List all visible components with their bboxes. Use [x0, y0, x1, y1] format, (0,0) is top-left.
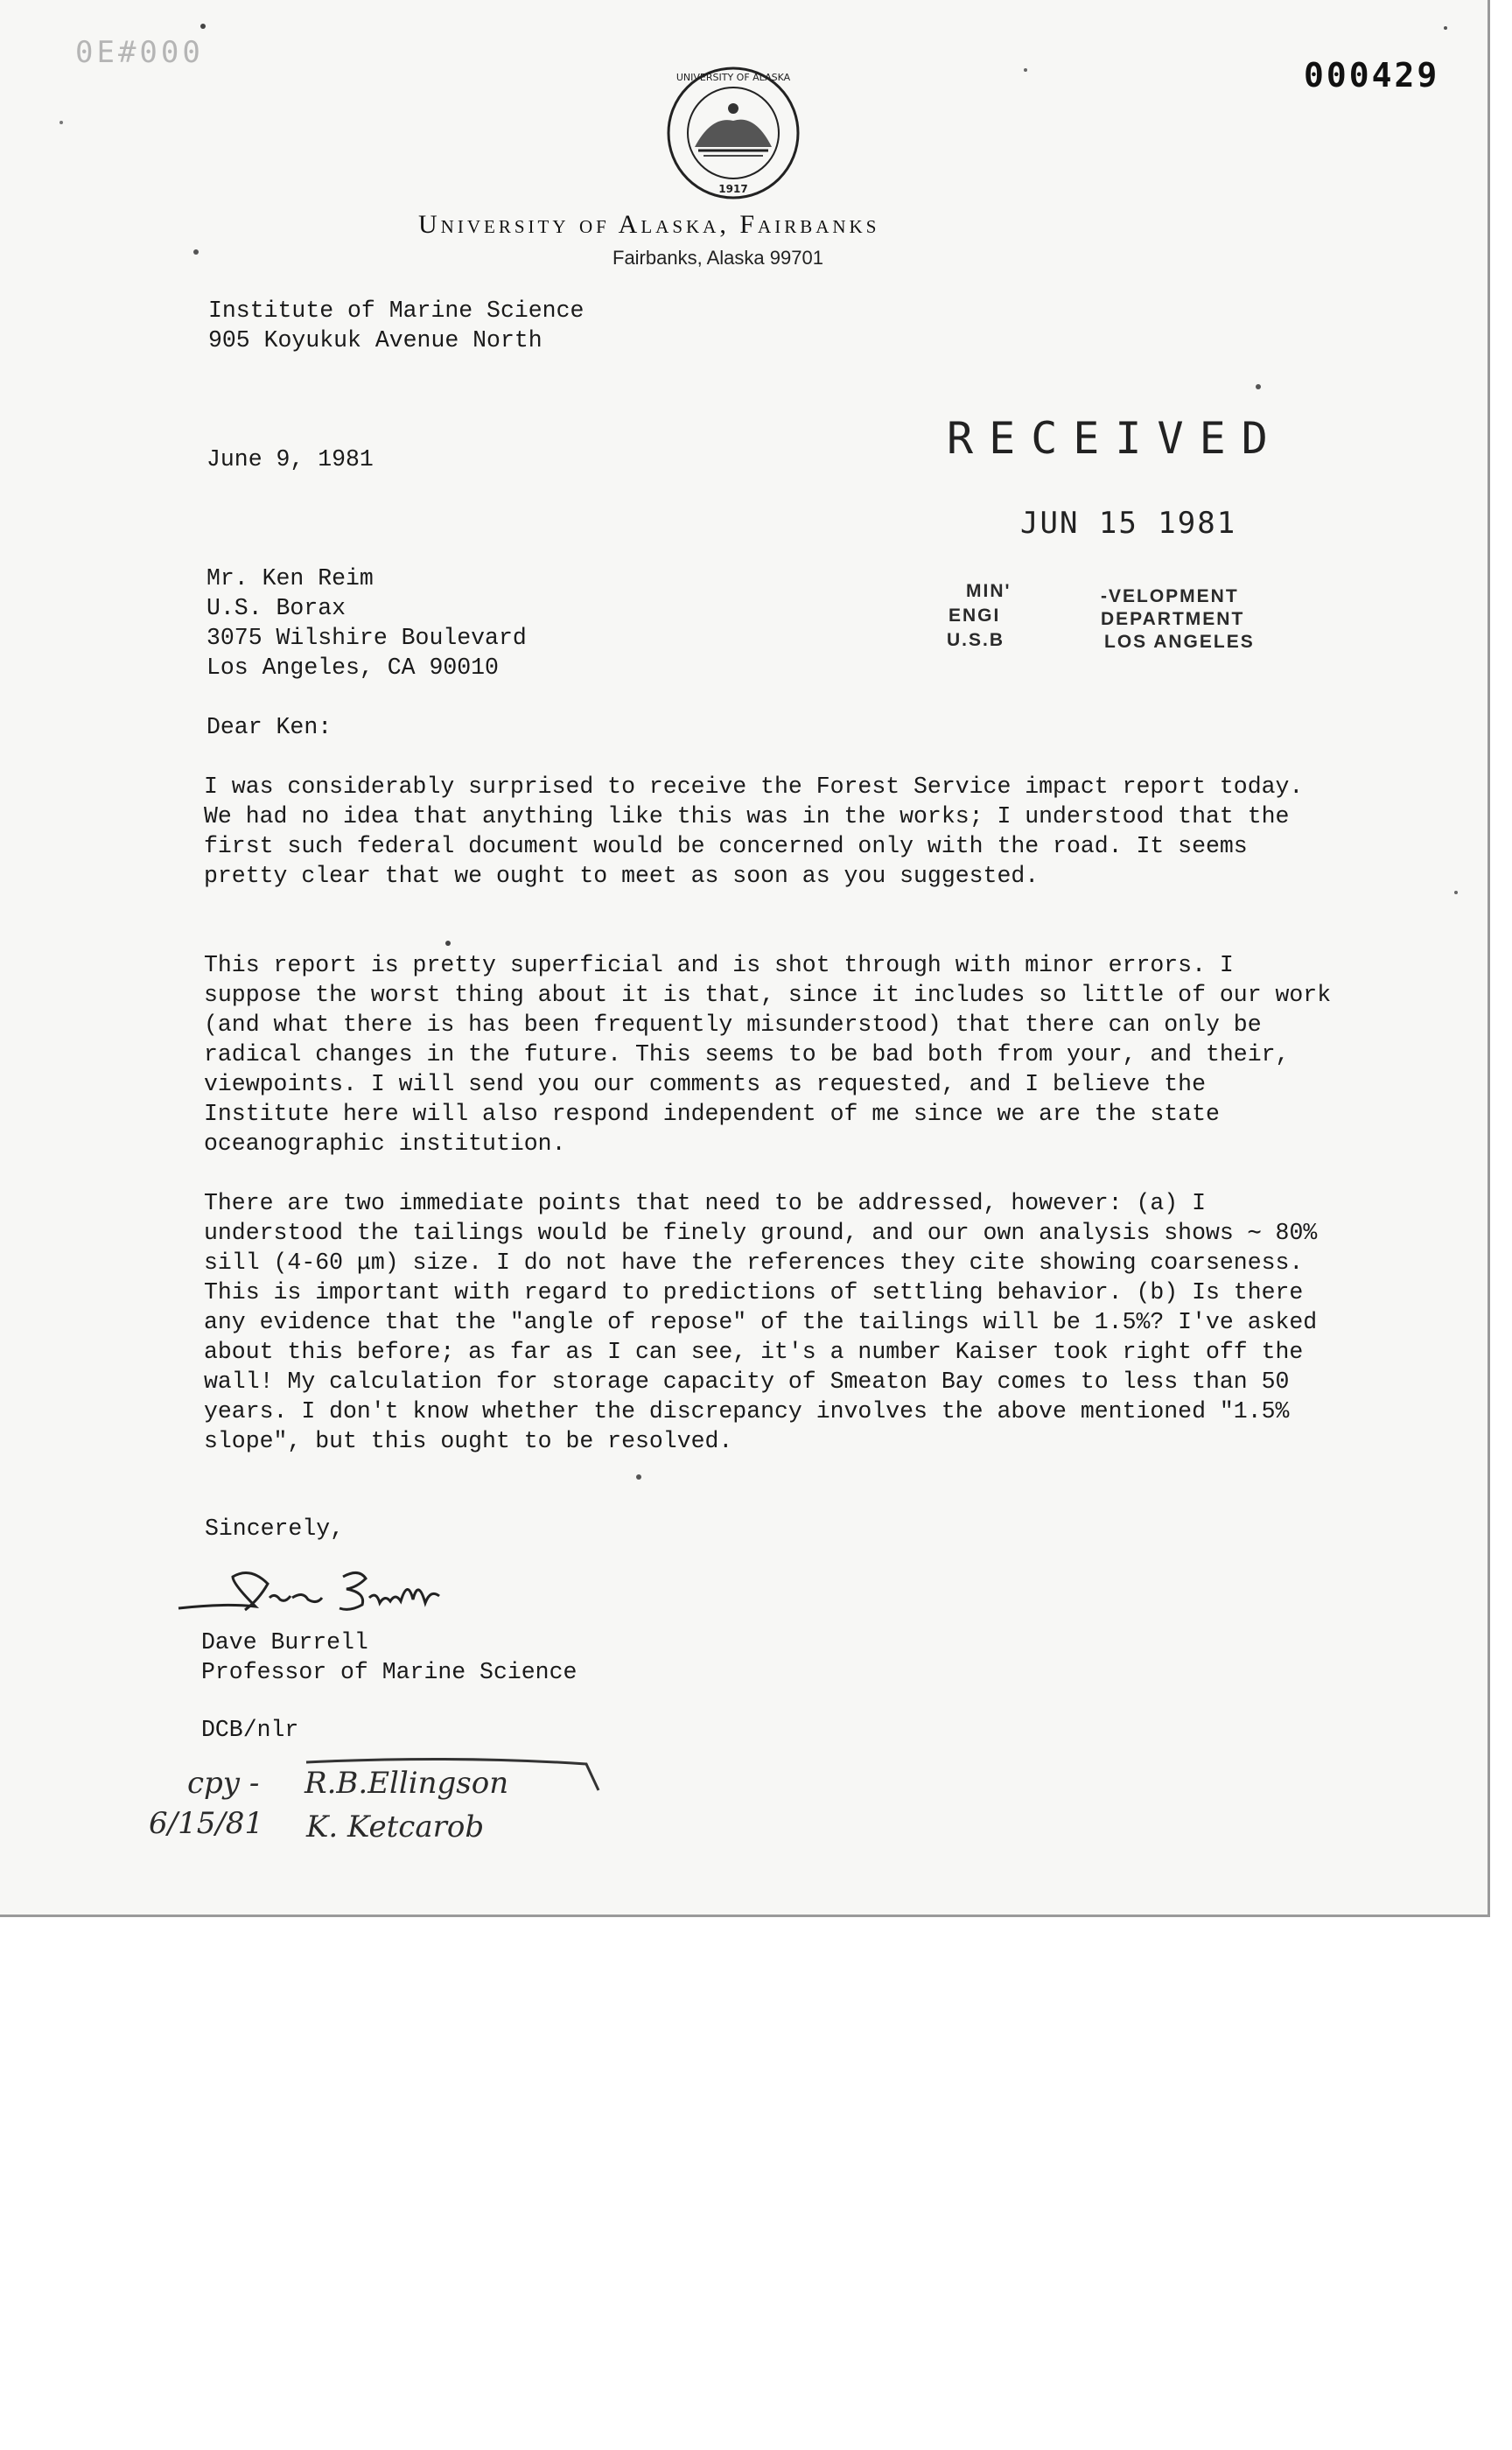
sender-department: Institute of Marine Science — [208, 298, 584, 324]
sender-street: 905 Koyukuk Avenue North — [208, 327, 542, 354]
signer-title: Professor of Marine Science — [201, 1659, 578, 1685]
copy-date: 6/15/81 — [149, 1806, 264, 1841]
copy-recipient-1: R.B.Ellingson — [304, 1766, 509, 1801]
copy-label: cpy - — [187, 1766, 260, 1801]
body-paragraph-1: I was considerably surprised to receive the Forest Service impact report today. We had no idea that anything like this was in the works; I understood that the first such federal document would be concerned only with the road. It seems pretty clear that we ought to meet as soon as you suggested. — [204, 774, 1304, 889]
recipient-company: U.S. Borax — [206, 595, 346, 621]
seal-year: 1917 — [718, 183, 748, 195]
body-paragraph-3: There are two immediate points that need to be addressed, however: (a) I understood the tailings would be finely ground, and our own analysis shows ∼ 80% sill (4-60 μm) size. I do not have the references they cite showing coarseness. This is important with regard to predictions of settling behavior. (b) Is there any evidence that the "angle of repose" of the tailings will be 1.5%? I've asked about this before; as far as I can see, it's a number Kaiser took right off the wall! My calculation for storage capacity of Smeaton Bay comes to less than 50 years. I don't know whether the discrepancy involves the above mentioned "1.5% slope", but this ought to be resolved. — [204, 1190, 1318, 1454]
ghost-file-number: 0E#000 — [75, 35, 204, 70]
signer-name: Dave Burrell — [201, 1629, 368, 1656]
file-number: 000429 — [1304, 56, 1440, 94]
stamp-line-2-left: ENGI — [948, 606, 1001, 626]
letter-date: June 9, 1981 — [206, 446, 374, 472]
stamp-line-3-right: LOS ANGELES — [1104, 632, 1255, 652]
stamp-line-3-left: U.S.B — [947, 630, 1005, 650]
stamp-line-2-right: DEPARTMENT — [1101, 609, 1245, 629]
received-date: JUN 15 1981 — [1020, 506, 1237, 541]
seal-top-text: UNIVERSITY OF ALASKA — [676, 72, 791, 83]
stamp-line-1-right: ‐VELOPMENT — [1101, 586, 1239, 606]
copy-recipient-2: K. Ketcarob — [306, 1810, 485, 1844]
university-name: University of Alaska, Fairbanks — [418, 210, 880, 239]
recipient-street: 3075 Wilshire Boulevard — [206, 625, 527, 651]
typist-initials: DCB/nlr — [201, 1717, 299, 1743]
body-paragraph-2: This report is pretty superficial and is shot through with minor errors. I suppose the worst thing about it is that, since it includes so little of our work (and what there is has been frequently misunderstood) that there can only be radical changes in the future. This seems to be bad both from your, and their, viewpoints. I will send you our comments as requested, and I believe the Institute here will also respond independent of me since we are the state oceanographic institution. — [204, 952, 1332, 1157]
recipient-city: Los Angeles, CA 90010 — [206, 654, 499, 681]
salutation: Dear Ken: — [206, 714, 332, 740]
stamp-line-1-left: MIN' — [966, 581, 1012, 601]
closing: Sincerely, — [205, 1516, 345, 1542]
received-word: RECEIVED — [947, 413, 1284, 464]
recipient-name: Mr. Ken Reim — [206, 565, 374, 592]
university-city: Fairbanks, Alaska 99701 — [612, 247, 823, 269]
